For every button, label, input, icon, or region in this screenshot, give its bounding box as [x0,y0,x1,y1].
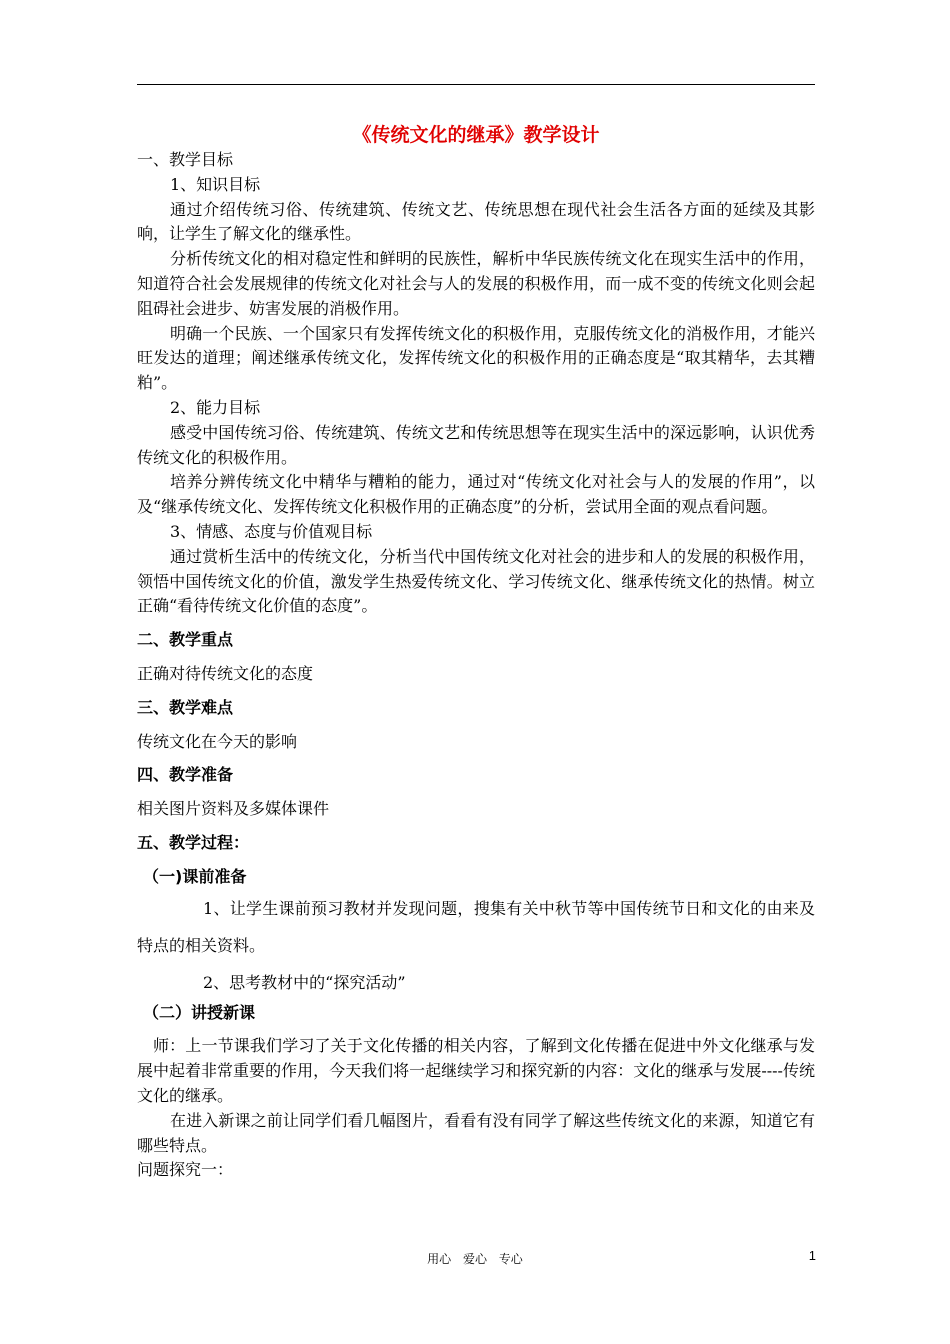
paragraph: 问题探究一： [137,1160,234,1180]
paragraph: 师：上一节课我们学习了关于文化传播的相关内容，了解到文化传播在促进中外文化继承与发展中起着非常重要的作用，今天我们将一起继续学习和探究新的内容：文化的继承与发展----传统文化的继承。 [137,1036,815,1105]
paragraph: 分析传统文化的相对稳定性和鲜明的民族性，解析中华民族传统文化在现实生活中的作用，知道符合社会发展规律的传统文化对社会与人的发展的积极作用，而一成不变的传统文化则会起阻碍社会进步、妨害发展的消极作用。 [137,249,815,318]
subsection-heading: 2、能力目标 [170,397,261,417]
subsection-heading: （二）讲授新课 [143,1002,256,1022]
paragraph: 感受中国传统习俗、传统建筑、传统文艺和传统思想等在现实生活中的深远影响，认识优秀传统文化的积极作用。 [137,422,815,467]
subsection-heading: 3、情感、态度与价值观目标 [170,521,373,541]
document-title: 《传统文化的继承》教学设计 [352,124,600,146]
paragraph: 相关图片资料及多媒体课件 [137,799,330,819]
section-heading: 一、教学目标 [137,150,234,169]
document-body [137,148,815,1183]
page-number: 1 [808,1248,816,1263]
section-heading: 五、教学过程： [137,832,250,852]
paragraph: 在进入新课之前让同学们看几幅图片，看看有没有同学了解这些传统文化的来源，知道它有哪些特点。 [137,1110,815,1155]
paragraph: 传统文化在今天的影响 [137,731,298,751]
paragraph: 通过介绍传统习俗、传统建筑、传统文艺、传统思想在现代社会生活各方面的延续及其影响，让学生了解文化的继承性。 [137,199,815,244]
paragraph: 明确一个民族、一个国家只有发挥传统文化的积极作用，克服传统文化的消极作用，才能兴旺发达的道理；阐述继承传统文化，发挥传统文化的积极作用的正确态度是“取其精华，去其糟粕”。 [137,323,815,393]
section-heading: 二、教学重点 [137,630,234,650]
subsection-heading: 1、知识目标 [170,174,261,194]
paragraph: 培养分辨传统文化中精华与糟粕的能力，通过对“传统文化对社会与人的发展的作用”，以及“继承传统文化、发挥传统文化积极作用的正确态度”的分析，尝试用全面的观点看问题。 [137,472,815,517]
paragraph: 1、让学生课前预习教材并发现问题，搜集有关中秋节等中国传统节日和文化的由来及特点的相关资料。 [137,898,815,955]
subsection-heading: （一)课前准备 [143,866,247,886]
footer-motto: 用心 爱心 专心 [427,1252,523,1266]
section-heading: 三、教学难点 [137,697,234,717]
paragraph: 正确对待传统文化的态度 [137,663,314,683]
section-heading: 四、教学准备 [137,765,234,785]
paragraph: 2、思考教材中的“探究活动” [203,972,406,992]
header-rule [137,84,815,85]
paragraph: 通过赏析生活中的传统文化，分析当代中国传统文化对社会的进步和人的发展的积极作用，领悟中国传统文化的价值，激发学生热爱传统文化、学习传统文化、继承传统文化的热情。树立正确“看待传统文化价值的态度”。 [137,546,815,616]
